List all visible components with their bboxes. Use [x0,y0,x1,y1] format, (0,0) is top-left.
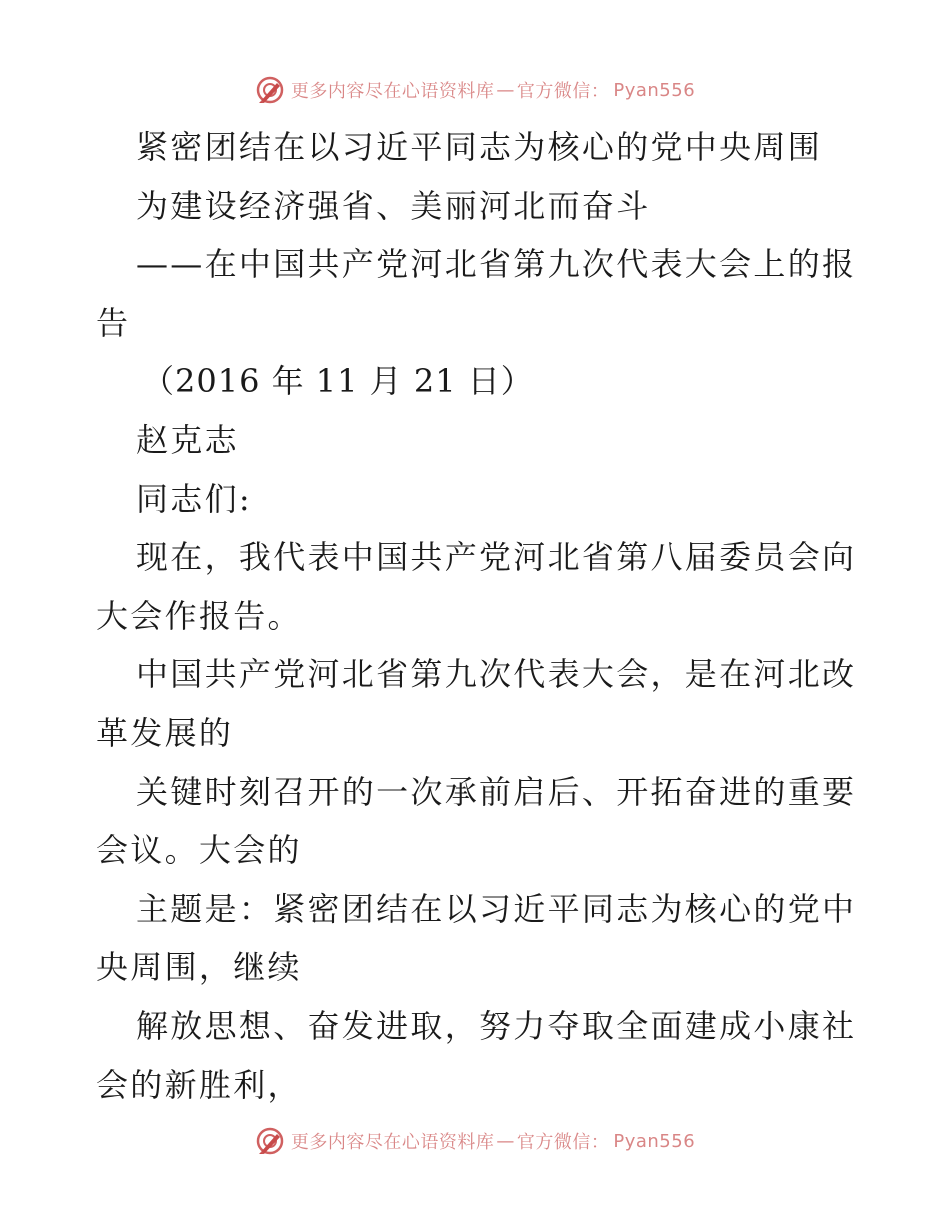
pen-logo-icon [255,75,285,105]
watermark-wechat-handle: Pyan556 [613,79,696,101]
doc-title-line-2: 为建设经济强省、美丽河北而奋斗 [136,186,651,225]
doc-body-line: 央周围，继续 [96,948,302,987]
doc-author: 赵克志 [136,420,239,459]
watermark-wechat-label: 官方微信： [516,1132,610,1153]
header-watermark [0,73,950,107]
footer-watermark [0,1124,950,1158]
watermark-library-text: 更多内容尽在心语资料库 [290,1132,495,1153]
doc-body-line: 会的新胜利， [96,1065,302,1104]
doc-salutation: 同志们: [136,479,252,518]
watermark-wechat-label: 官方微信： [516,81,610,102]
doc-subtitle-line-1: ——在中国共产党河北省第九次代表大会上的报 [136,245,857,284]
doc-body-line: 主题是：紧密团结在以习近平同志为核心的党中 [136,889,857,928]
watermark-separator: — [496,79,515,101]
watermark-wechat-handle: Pyan556 [613,1130,696,1152]
doc-subtitle-line-2: 告 [96,303,131,342]
doc-body-line: 大会作报告。 [96,596,302,635]
pen-logo-icon [255,1126,285,1156]
watermark-library-text: 更多内容尽在心语资料库 [290,81,495,102]
doc-body-line: 中国共产党河北省第九次代表大会，是在河北改 [136,655,857,694]
doc-title-line-1: 紧密团结在以习近平同志为核心的党中央周围 [136,128,823,166]
watermark-separator: — [496,1130,515,1152]
document-body [96,118,856,1114]
doc-body-line: 解放思想、奋发进取，努力夺取全面建成小康社 [136,1006,857,1045]
doc-date: （2016 年 11 月 21 日） [142,362,534,401]
doc-body-line: 会议。大会的 [96,831,302,870]
doc-body-line: 现在，我代表中国共产党河北省第八届委员会向 [136,538,857,577]
doc-paragraphs [96,528,856,1114]
doc-body-line: 关键时刻召开的一次承前启后、开拓奋进的重要 [136,772,857,811]
doc-body-line: 革发展的 [96,713,234,752]
